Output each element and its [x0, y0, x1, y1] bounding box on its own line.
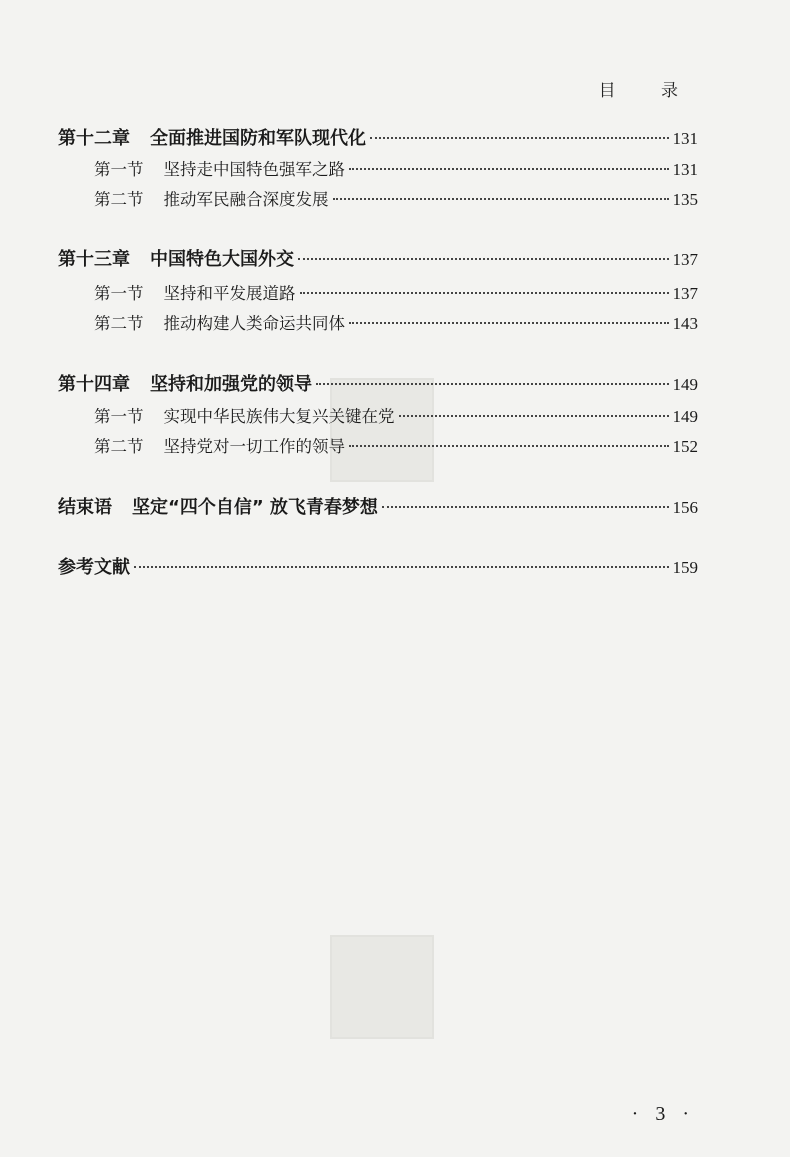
toc-page-number: 135: [672, 190, 698, 209]
toc-section[interactable]: [58, 156, 698, 180]
toc-page-number: 149: [672, 407, 698, 426]
toc-label: 第十四章: [58, 374, 130, 395]
toc-title: 推动军民融合深度发展: [163, 190, 329, 209]
toc-page-number: 131: [672, 129, 698, 148]
toc-page-number: 159: [672, 558, 698, 577]
toc-page-number: 143: [672, 314, 698, 333]
dot-leader: [370, 137, 669, 139]
toc-section[interactable]: [58, 280, 698, 304]
toc-label: 参考文献: [58, 557, 130, 578]
toc-section[interactable]: [58, 403, 698, 427]
toc-chapter-14[interactable]: [58, 370, 698, 396]
toc-title: 坚持和加强党的领导: [150, 374, 312, 395]
dot-leader: [300, 292, 669, 294]
toc-page-number: 149: [672, 375, 698, 394]
toc-title: 坚持走中国特色强军之路: [163, 160, 345, 179]
toc-page-number: 137: [672, 284, 698, 303]
toc-chapter-13[interactable]: [58, 245, 698, 271]
bleed-through-qr-code: [330, 935, 434, 1039]
toc-page-number: 156: [672, 498, 698, 517]
toc-label: 第一节: [94, 160, 144, 179]
dot-leader: [349, 168, 669, 170]
toc-page-number: 131: [672, 160, 698, 179]
toc-title: 中国特色大国外交: [150, 249, 294, 270]
toc-title: 坚持党对一切工作的领导: [163, 437, 345, 456]
toc-chapter-12[interactable]: [58, 124, 698, 150]
dot-leader: [316, 383, 669, 385]
toc-label: 结束语: [58, 497, 112, 518]
toc-references[interactable]: [58, 553, 698, 579]
running-header: 目 录: [598, 81, 698, 101]
page-number: · 3 ·: [631, 1103, 695, 1125]
toc-label: 第十二章: [58, 128, 130, 149]
dot-leader: [134, 566, 669, 568]
toc-label: 第二节: [94, 190, 144, 209]
toc-title: 全面推进国防和军队现代化: [150, 128, 366, 149]
toc-label: 第一节: [94, 284, 144, 303]
toc-label: 第二节: [94, 314, 144, 333]
dot-leader: [399, 415, 669, 417]
dot-leader: [349, 445, 669, 447]
toc-label: 第二节: [94, 437, 144, 456]
toc-page-number: 152: [672, 437, 698, 456]
dot-leader: [298, 258, 669, 260]
dot-leader: [349, 322, 669, 324]
toc-page-number: 137: [672, 250, 698, 269]
toc-title: 推动构建人类命运共同体: [163, 314, 345, 333]
toc-title: 实现中华民族伟大复兴关键在党: [163, 407, 395, 426]
toc-title: 坚定“四个自信” 放飞青春梦想: [132, 497, 378, 518]
toc-label: 第一节: [94, 407, 144, 426]
dot-leader: [382, 506, 669, 508]
toc-section[interactable]: [58, 433, 698, 457]
toc-section[interactable]: [58, 186, 698, 210]
toc-label: 第十三章: [58, 249, 130, 270]
dot-leader: [333, 198, 669, 200]
toc-title: 坚持和平发展道路: [163, 284, 296, 303]
toc-conclusion[interactable]: [58, 493, 698, 519]
toc-section[interactable]: [58, 310, 698, 334]
